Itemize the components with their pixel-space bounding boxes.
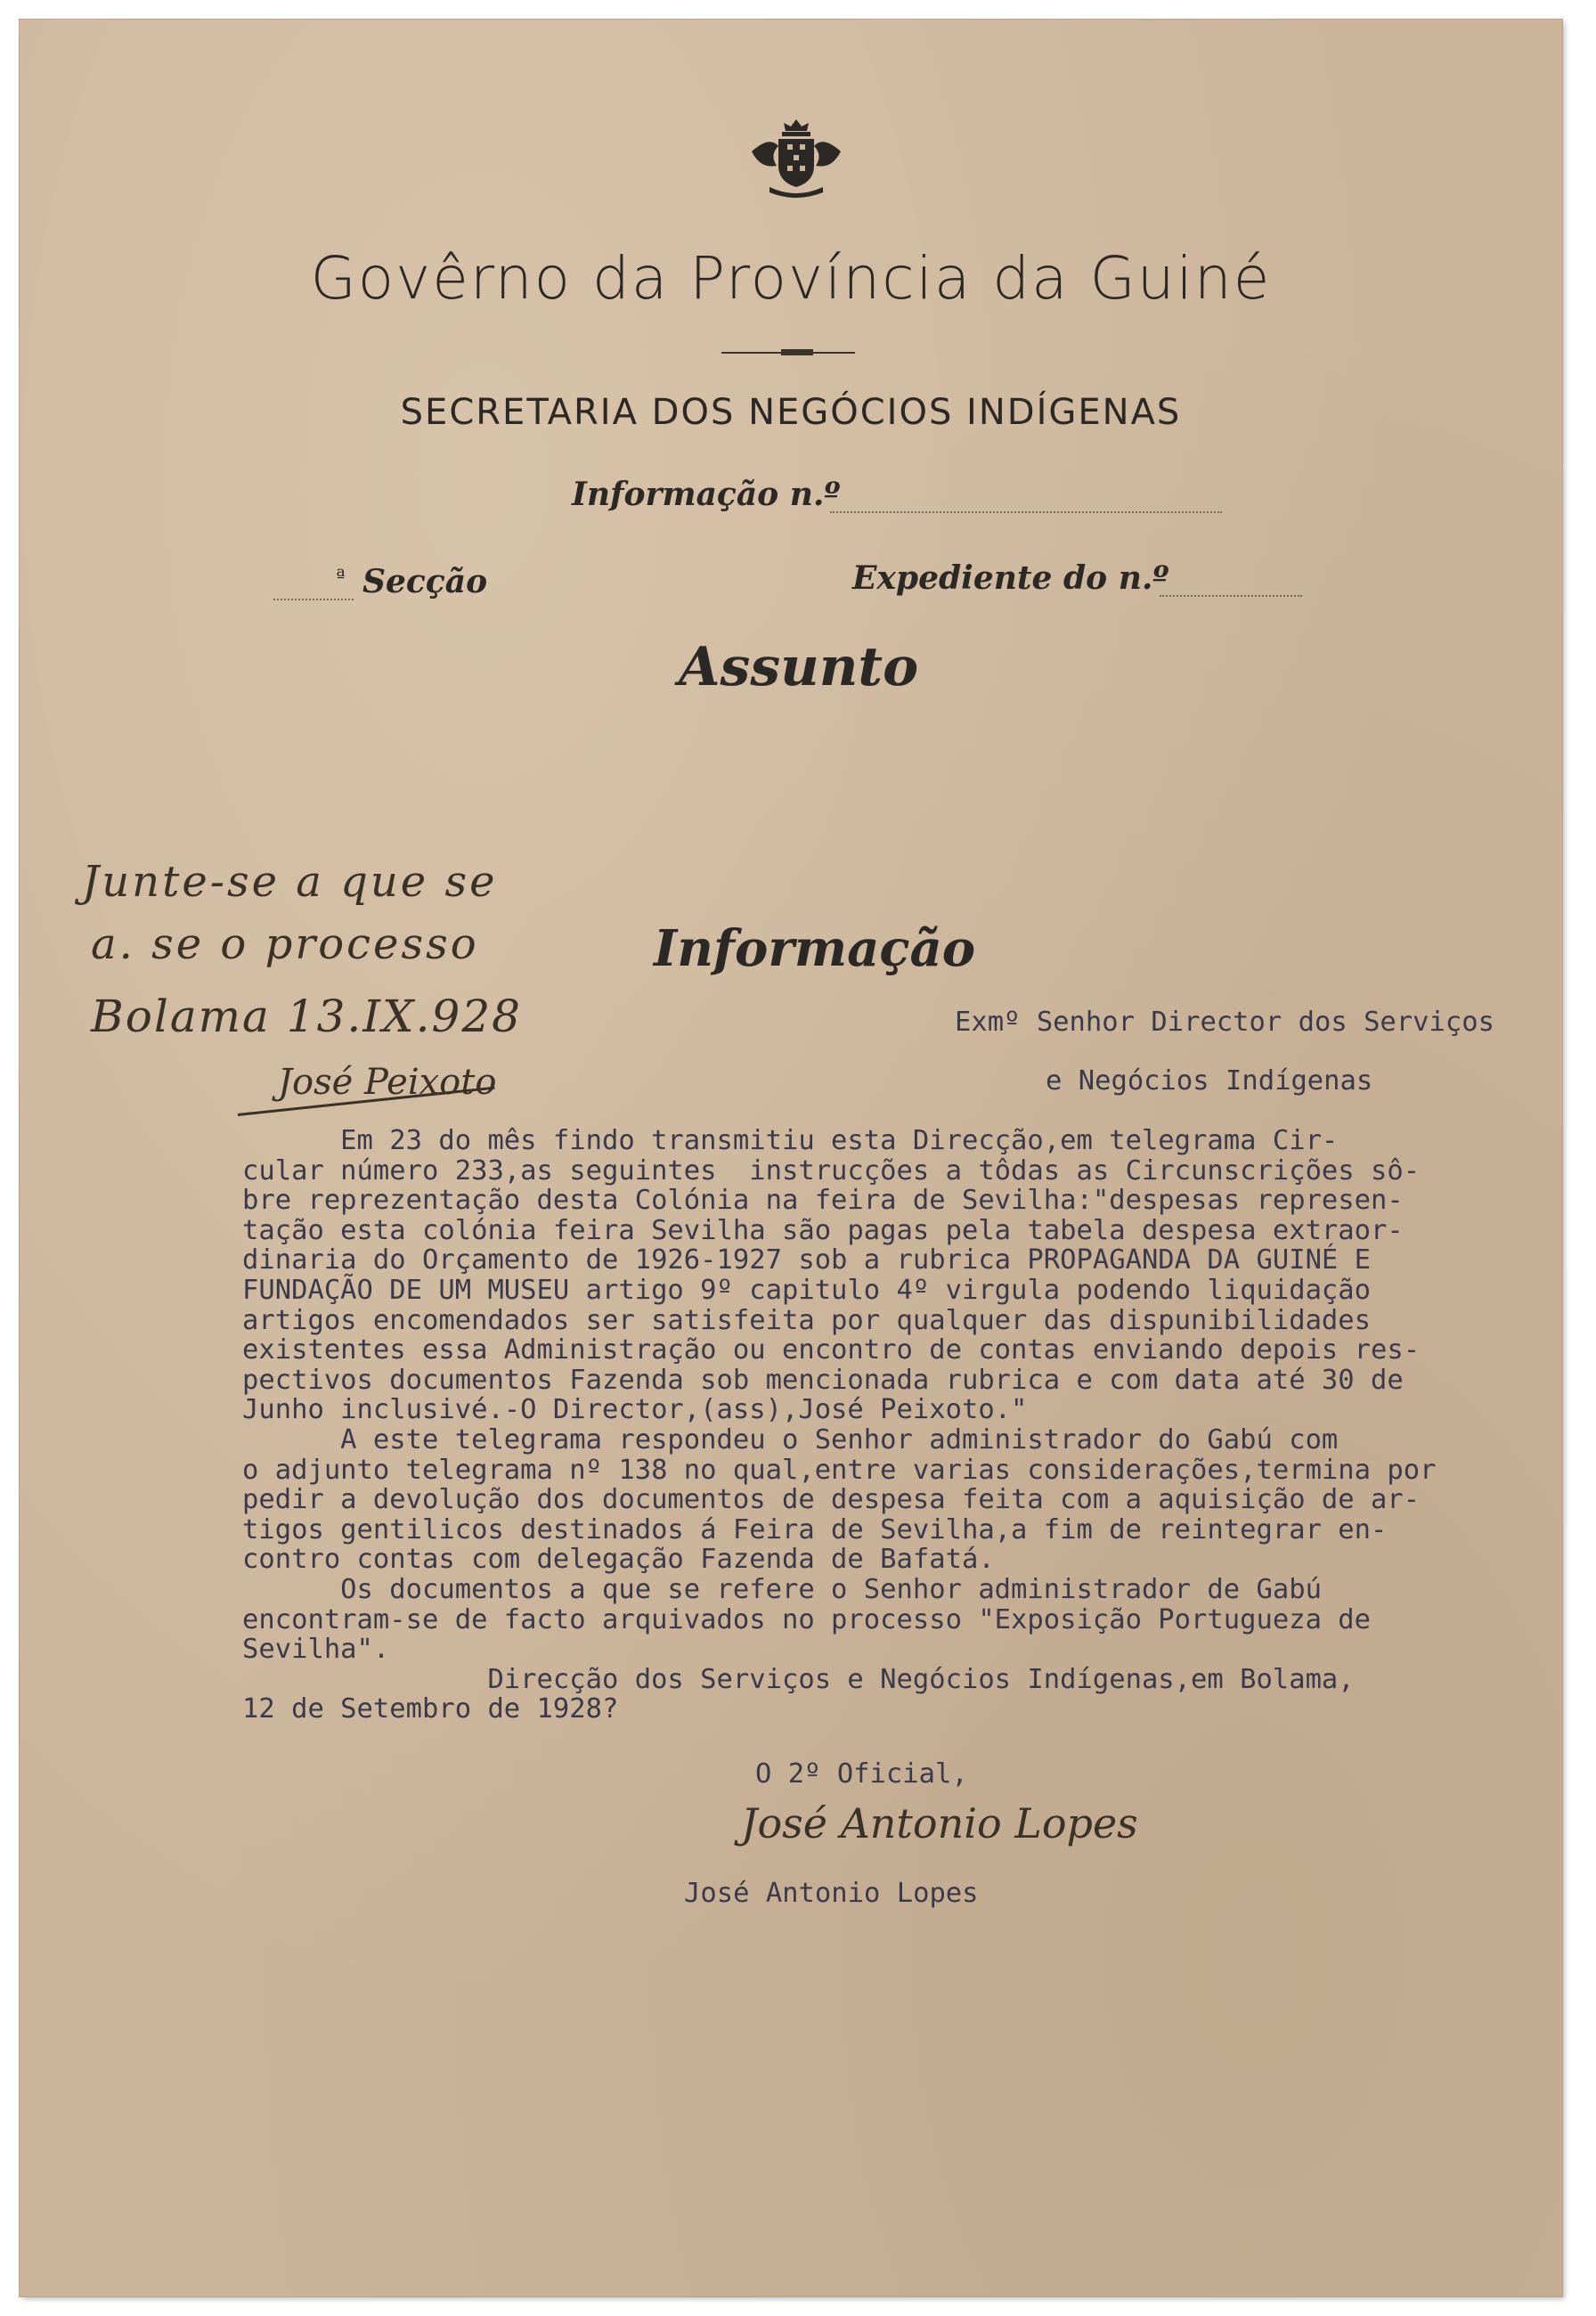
addressee-line-2: e Negócios Indígenas xyxy=(1046,1065,1373,1097)
body-line: pectivos documentos Fazenda sob mencionada rubrica e com data até 30 de xyxy=(242,1364,1404,1396)
body-line: cular número 233,as seguintes instrucções a tôdas as Circunscrições sô- xyxy=(242,1154,1421,1187)
body-line: Direcção dos Serviços e Negócios Indígenas,em Bolama, xyxy=(242,1663,1355,1695)
marginal-note-line-2: a. se o processo xyxy=(91,919,479,969)
closing-title: O 2º Oficial, xyxy=(755,1758,968,1790)
body-line: 12 de Setembro de 1928? xyxy=(242,1693,619,1725)
body-line: tação esta colónia feira Sevilha são pagas pela tabela despesa extraor- xyxy=(242,1214,1404,1246)
body-line: FUNDAÇÃO DE UM MUSEU artigo 9º capitulo 4º virgula podendo liquidação xyxy=(242,1274,1372,1306)
addressee-line-1: Exmº Senhor Director dos Serviços xyxy=(955,1007,1494,1038)
title-divider-mark xyxy=(781,349,813,355)
body-line: Junho inclusivé.-O Director,(ass),José Peixoto." xyxy=(242,1394,1028,1426)
body-line: A este telegrama respondeu o Senhor administrador do Gabú com xyxy=(242,1423,1339,1456)
body-line: o adjunto telegrama nº 138 no qual,entre varias considerações,termina por xyxy=(242,1454,1437,1486)
body-line: Os documentos a que se refere o Senhor administrador de Gabú xyxy=(242,1573,1322,1605)
body-line: bre reprezentação desta Colónia na feira de Sevilha:"despesas represen- xyxy=(242,1185,1404,1217)
body-line: pedir a devolução dos documentos de despesa feita com a aquisição de ar- xyxy=(242,1484,1421,1516)
informacao-number-field xyxy=(830,511,1222,513)
body-line: contro contas com delegação Fazenda de Bafatá. xyxy=(242,1544,995,1576)
body-line: Sevilha". xyxy=(242,1634,390,1666)
government-title: Govêrno da Província da Guiné xyxy=(310,244,1272,313)
body-line: artigos encomendados ser satisfeita por qualquer das dispunibilidades xyxy=(242,1304,1372,1336)
body-line: dinaria do Orçamento de 1926-1927 sob a rubrica PROPAGANDA DA GUINÉ E xyxy=(242,1244,1372,1276)
handwritten-signature: José Antonio Lopes xyxy=(741,1799,1138,1847)
body-line: tigos gentilicos destinados á Feira de Sevilha,a fim de reintegrar en- xyxy=(242,1513,1388,1545)
coat-of-arms-icon xyxy=(743,116,850,201)
assunto-label: Assunto xyxy=(679,636,919,698)
marginal-note-line-3: Bolama 13.IX.928 xyxy=(91,991,522,1042)
body-line: Em 23 do mês findo transmitiu esta Direcção,em telegrama Cir- xyxy=(242,1125,1339,1156)
seccao-ordinal: ª xyxy=(336,567,346,589)
expediente-number-field xyxy=(1160,595,1302,597)
department-name: SECRETARIA DOS NEGÓCIOS INDÍGENAS xyxy=(400,392,1182,433)
seccao-field xyxy=(273,599,354,600)
seccao-label: Secção xyxy=(362,563,488,600)
body-line: existentes essa Administração ou encontro de contas enviando depois res- xyxy=(242,1334,1421,1366)
document-sheet xyxy=(20,20,1562,2296)
signatory-name: José Antonio Lopes xyxy=(684,1878,979,1909)
document-heading: Informação xyxy=(654,919,976,978)
expediente-label: Expediente do n.º xyxy=(852,559,1169,597)
marginal-note-line-1: Junte-se a que se xyxy=(82,857,498,907)
informacao-number-label: Informação n.º xyxy=(572,476,841,513)
body-text xyxy=(242,1126,1543,1725)
marginal-note-signature: José Peixoto xyxy=(278,1062,497,1103)
body-line: encontram-se de facto arquivados no processo "Exposição Portugueza de xyxy=(242,1603,1372,1635)
